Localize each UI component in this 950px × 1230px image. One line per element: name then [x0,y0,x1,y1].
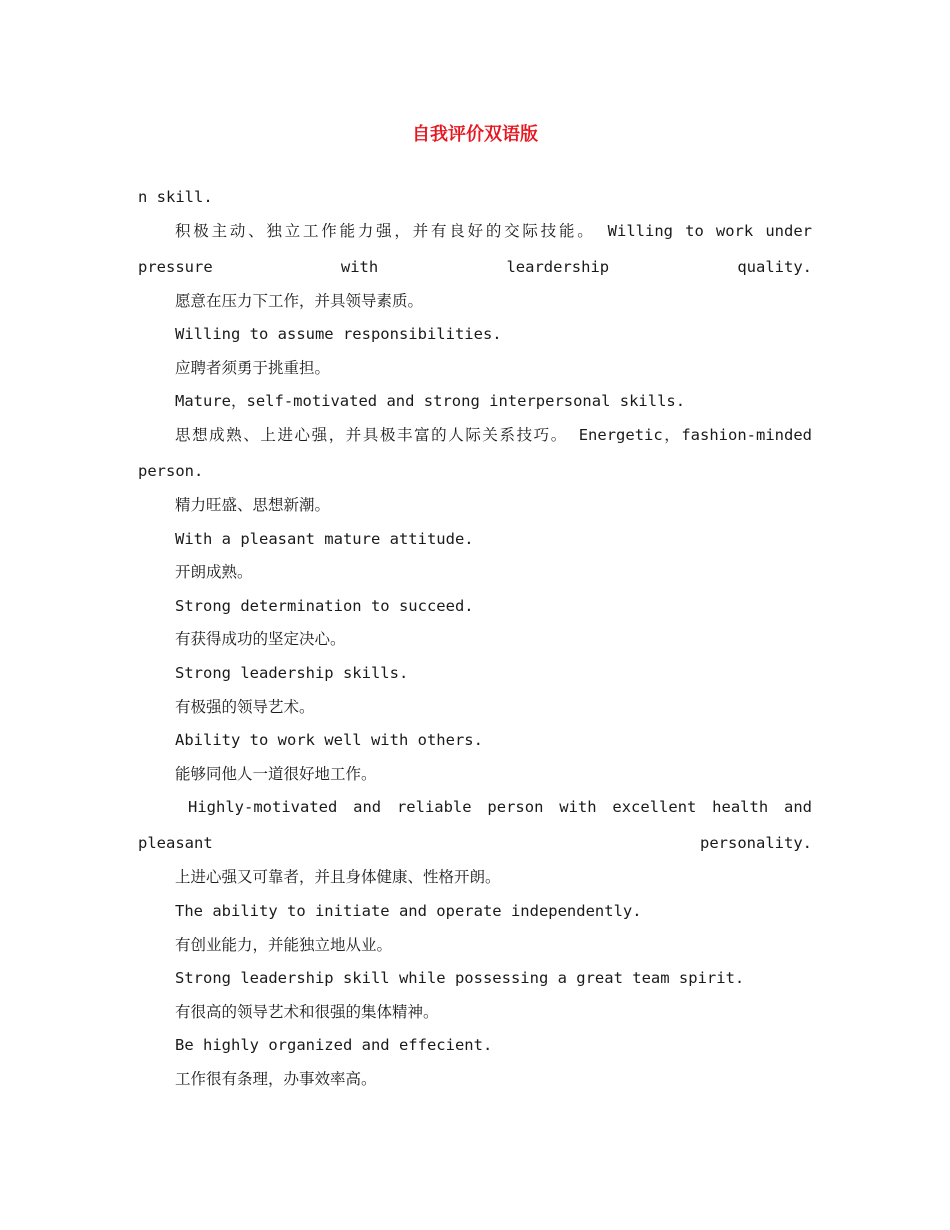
text-line: 有获得成功的坚定决心。 [175,630,346,649]
text-line: Strong leadership skill while possessing a great team spirit. [175,969,745,988]
text-line: 有极强的领导艺术。 [175,697,315,716]
text-line: 能够同他人一道很好地工作。 [175,764,377,783]
text-line: Strong determination to succeed. [175,596,474,615]
text-line: 愿意在压力下工作，并具领导素质。 [175,291,424,310]
text-line: Willing to assume responsibilities. [175,325,502,344]
document-title: 自我评价双语版 [412,124,538,145]
text-paragraph: 积极主动、独立工作能力强，并有良好的交际技能。 Willing to work under pressure with leardership quality. [138,221,812,276]
text-paragraph: Highly-motivated and reliable person with excellent health and pleasant personality. [138,798,812,853]
text-line: Ability to work well with others. [175,731,483,750]
text-line: 上进心强又可靠者，并且身体健康、性格开朗。 [175,868,501,887]
text-line: The ability to initiate and operate independently. [175,901,642,920]
text-line: 有很高的领导艺术和很强的集体精神。 [175,1002,439,1021]
text-line: n skill. [138,188,213,206]
text-line: Mature，self-motivated and strong interpersonal skills. [175,392,686,411]
text-line: 应聘者须勇于挑重担。 [175,358,331,377]
text-line: With a pleasant mature attitude. [175,529,474,548]
text-line: Strong leadership skills. [175,663,409,682]
text-line: 精力旺盛、思想新潮。 [175,495,331,514]
text-line: 工作很有条理，办事效率高。 [175,1069,377,1088]
text-line: 开朗成熟。 [175,563,253,582]
document-body [138,184,812,1099]
text-line: 有创业能力，并能独立地从业。 [175,935,393,954]
text-paragraph: 思想成熟、上进心强，并具极丰富的人际关系技巧。 Energetic，fashion-minded person. [138,425,812,480]
text-line: Be highly organized and effecient. [175,1036,493,1055]
